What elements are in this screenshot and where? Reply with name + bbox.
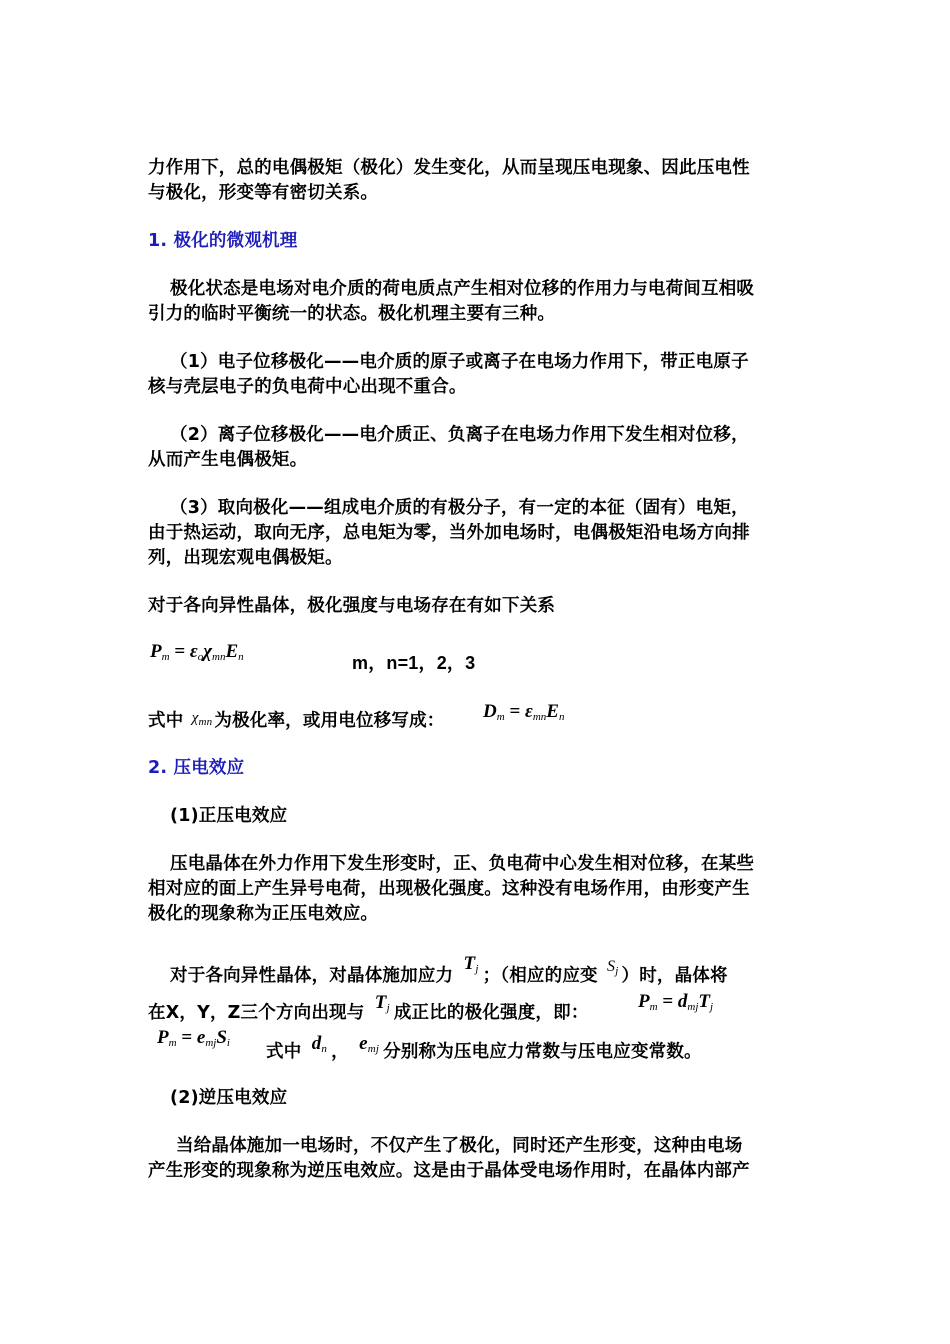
para-3-line-2: 从而产生电偶极矩。 [148, 450, 308, 470]
d-constant-symbol: $d_n$ [311, 1033, 328, 1055]
equation-strain-constant: $P_m = e_{mj}S_i$ [157, 1027, 230, 1049]
para-9: 在X，Y，Z三个方向出现与 $T_j$ 成正比的极化强度，即： [148, 992, 589, 1023]
intro-line-1: 力作用下，总的电偶极矩（极化）发生变化，从而呈现压电现象、因此压电性 [148, 158, 750, 178]
para-6: 式中 $\chi_{mn}$ 为极化率，或用电位移写成： [148, 709, 444, 735]
para-2-line-1: （1）电子位移极化——电介质的原子或离子在电场力作用下，带正电原子 [170, 352, 749, 372]
equation-stress-constant: $P_m = d_{mj}T_j$ [638, 991, 714, 1013]
para-11-line-2: 产生形变的现象称为逆压电效应。这是由于晶体受电场作用时，在晶体内部产 [148, 1161, 750, 1181]
stress-symbol-2: $T_j$ [374, 992, 390, 1014]
section-heading-2: 2. 压电效应 [148, 758, 245, 778]
para-4-line-3: 列，出现宏观电偶极矩。 [148, 548, 343, 568]
para-7-line-2: 相对应的面上产生异号电荷，出现极化强度。这种没有电场作用，由形变产生 [148, 879, 750, 899]
equation-displacement: $D_m = \varepsilon_{mn}E_n$ [483, 701, 565, 723]
stress-symbol: $T_j$ [463, 953, 479, 975]
para-7-line-3: 极化的现象称为正压电效应。 [148, 904, 379, 924]
para-1-line-2: 引力的临时平衡统一的状态。极化机理主要有三种。 [148, 304, 556, 324]
section-heading-1: 1. 极化的微观机理 [148, 231, 298, 251]
para-7-line-1: 压电晶体在外力作用下发生形变时，正、负电荷中心发生相对位移，在某些 [170, 854, 755, 874]
subheading-inverse-effect: (2)逆压电效应 [170, 1088, 288, 1108]
para-2-line-2: 核与壳层电子的负电荷中心出现不重合。 [148, 377, 467, 397]
para-8: 对于各向异性晶体，对晶体施加应力 $T_j$ ；（相应的应变 $S_j$ ）时，晶体将 [170, 953, 728, 986]
e-constant-symbol: $e_{mj}$ [359, 1033, 380, 1055]
intro-line-2: 与极化，形变等有密切关系。 [148, 183, 379, 203]
chi-symbol: $\chi_{mn}$ [191, 710, 213, 728]
subheading-direct-effect: (1)正压电效应 [170, 806, 288, 826]
para-1-line-1: 极化状态是电场对电介质的荷电质点产生相对位移的作用力与电荷间互相吸 [170, 279, 755, 299]
strain-symbol: $S_j$ [607, 958, 619, 977]
para-4-line-1: （3）取向极化——组成电介质的有极分子，有一定的本征（固有）电矩， [170, 498, 749, 518]
para-11-line-1: 当给晶体施加一电场时，不仅产生了极化，同时还产生形变，这种由电场 [176, 1136, 743, 1156]
para-3-line-1: （2）离子位移极化——电介质正、负离子在电场力作用下发生相对位移， [170, 425, 749, 445]
para-5: 对于各向异性晶体，极化强度与电场存在有如下关系 [148, 596, 556, 616]
equation-polarization: $P_m = \varepsilon_o\chi_{mn}E_n$ [150, 641, 244, 663]
para-10: 式中 $d_n$ ， $e_{mj}$ 分别称为压电应力常数与压电应变常数。 [266, 1033, 702, 1062]
para-4-line-2: 由于热运动，取向无序，总电矩为零，当外加电场时，电偶极矩沿电场方向排 [148, 523, 750, 543]
equation-index-range: m，n=1，2，3 [352, 653, 476, 673]
